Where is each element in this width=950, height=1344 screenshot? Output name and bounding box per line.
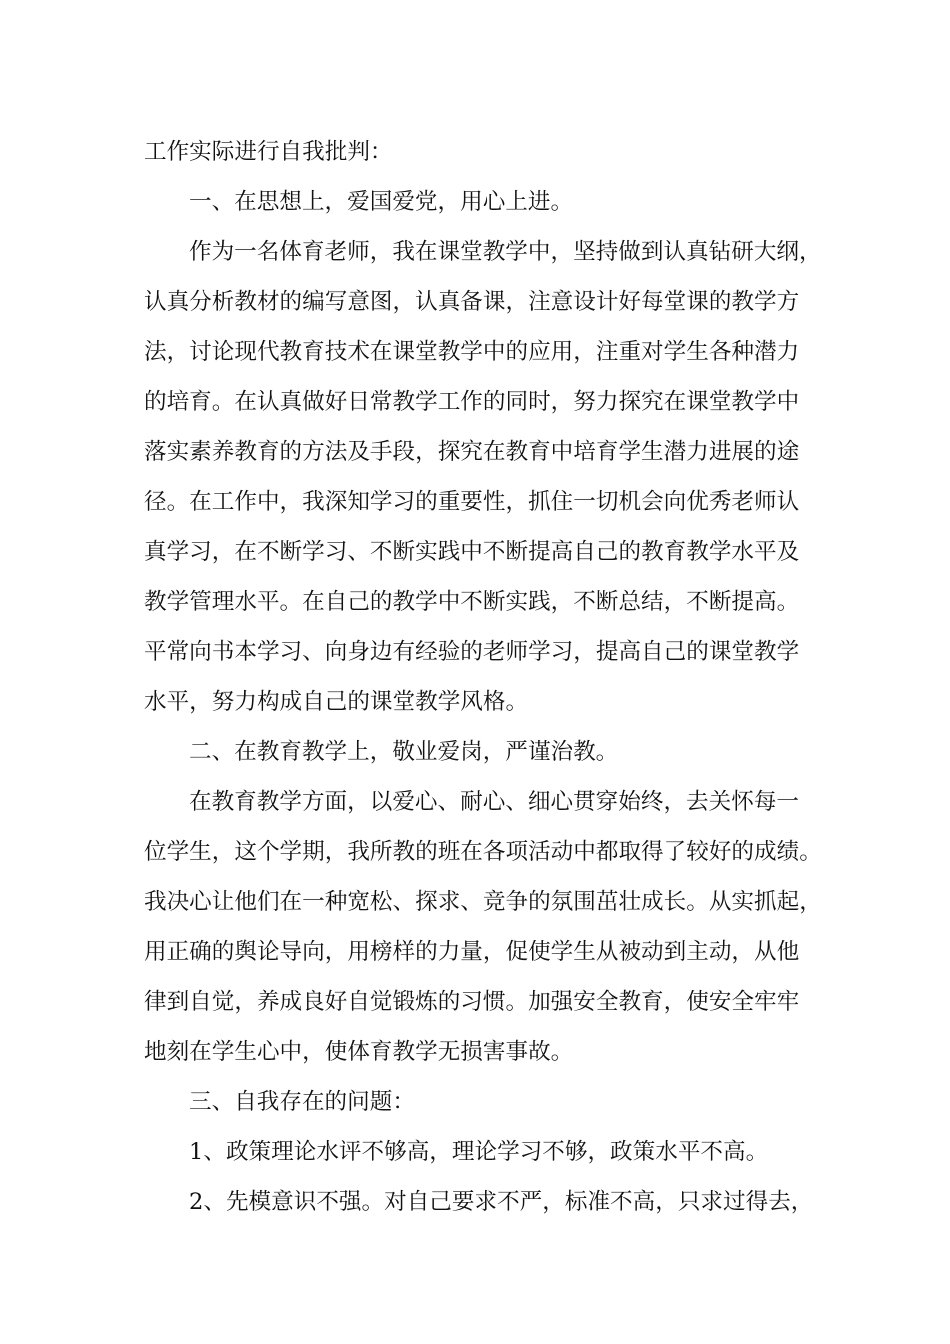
text-line: 落实素养教育的方法及手段，探究在教育中培育学生潜力进展的途: [144, 439, 800, 465]
list-item: 2、先模意识不强。对自己要求不严，标准不高，只求过得去，: [189, 1189, 814, 1215]
text-line: 地刻在学生心中，使体育教学无损害事故。: [144, 1039, 574, 1065]
text-line: 我决心让他们在一种宽松、探求、竞争的氛围茁壮成长。从实抓起，: [144, 889, 822, 915]
section-heading: 一、在思想上，爱国爱党，用心上进。: [189, 189, 574, 215]
text-line: 在教育教学方面，以爱心、耐心、细心贯穿始终，去关怀每一: [189, 789, 800, 815]
text-line: 水平，努力构成自己的课堂教学风格。: [144, 689, 529, 715]
text-line: 用正确的舆论导向，用榜样的力量，促使学生从被动到主动，从他: [144, 939, 800, 965]
text-line: 位学生，这个学期，我所教的班在各项活动中都取得了较好的成绩。: [144, 839, 822, 865]
text-line: 的培育。在认真做好日常教学工作的同时，努力探究在课堂教学中: [144, 389, 800, 415]
text-line: 法，讨论现代教育技术在课堂教学中的应用，注重对学生各种潜力: [144, 339, 800, 365]
text-line: 作为一名体育老师，我在课堂教学中，坚持做到认真钻研大纲，: [189, 239, 822, 265]
text-line: 真学习，在不断学习、不断实践中不断提高自己的教育教学水平及: [144, 539, 800, 565]
text-line: 认真分析教材的编写意图，认真备课，注意设计好每堂课的教学方: [144, 289, 800, 315]
list-item: 1、政策理论水评不够高，理论学习不够，政策水平不高。: [189, 1139, 769, 1165]
section-heading: 二、在教育教学上，敬业爱岗，严谨治教。: [189, 739, 619, 765]
section-heading: 三、自我存在的问题：: [189, 1089, 415, 1115]
text-line: 径。在工作中，我深知学习的重要性，抓住一切机会向优秀老师认: [144, 489, 800, 515]
text-line: 教学管理水平。在自己的教学中不断实践，不断总结，不断提高。: [144, 589, 800, 615]
text-line: 工作实际进行自我批判：: [144, 139, 393, 165]
text-line: 平常向书本学习、向身边有经验的老师学习，提高自己的课堂教学: [144, 639, 800, 665]
text-line: 律到自觉，养成良好自觉锻炼的习惯。加强安全教育，使安全牢牢: [144, 989, 800, 1015]
